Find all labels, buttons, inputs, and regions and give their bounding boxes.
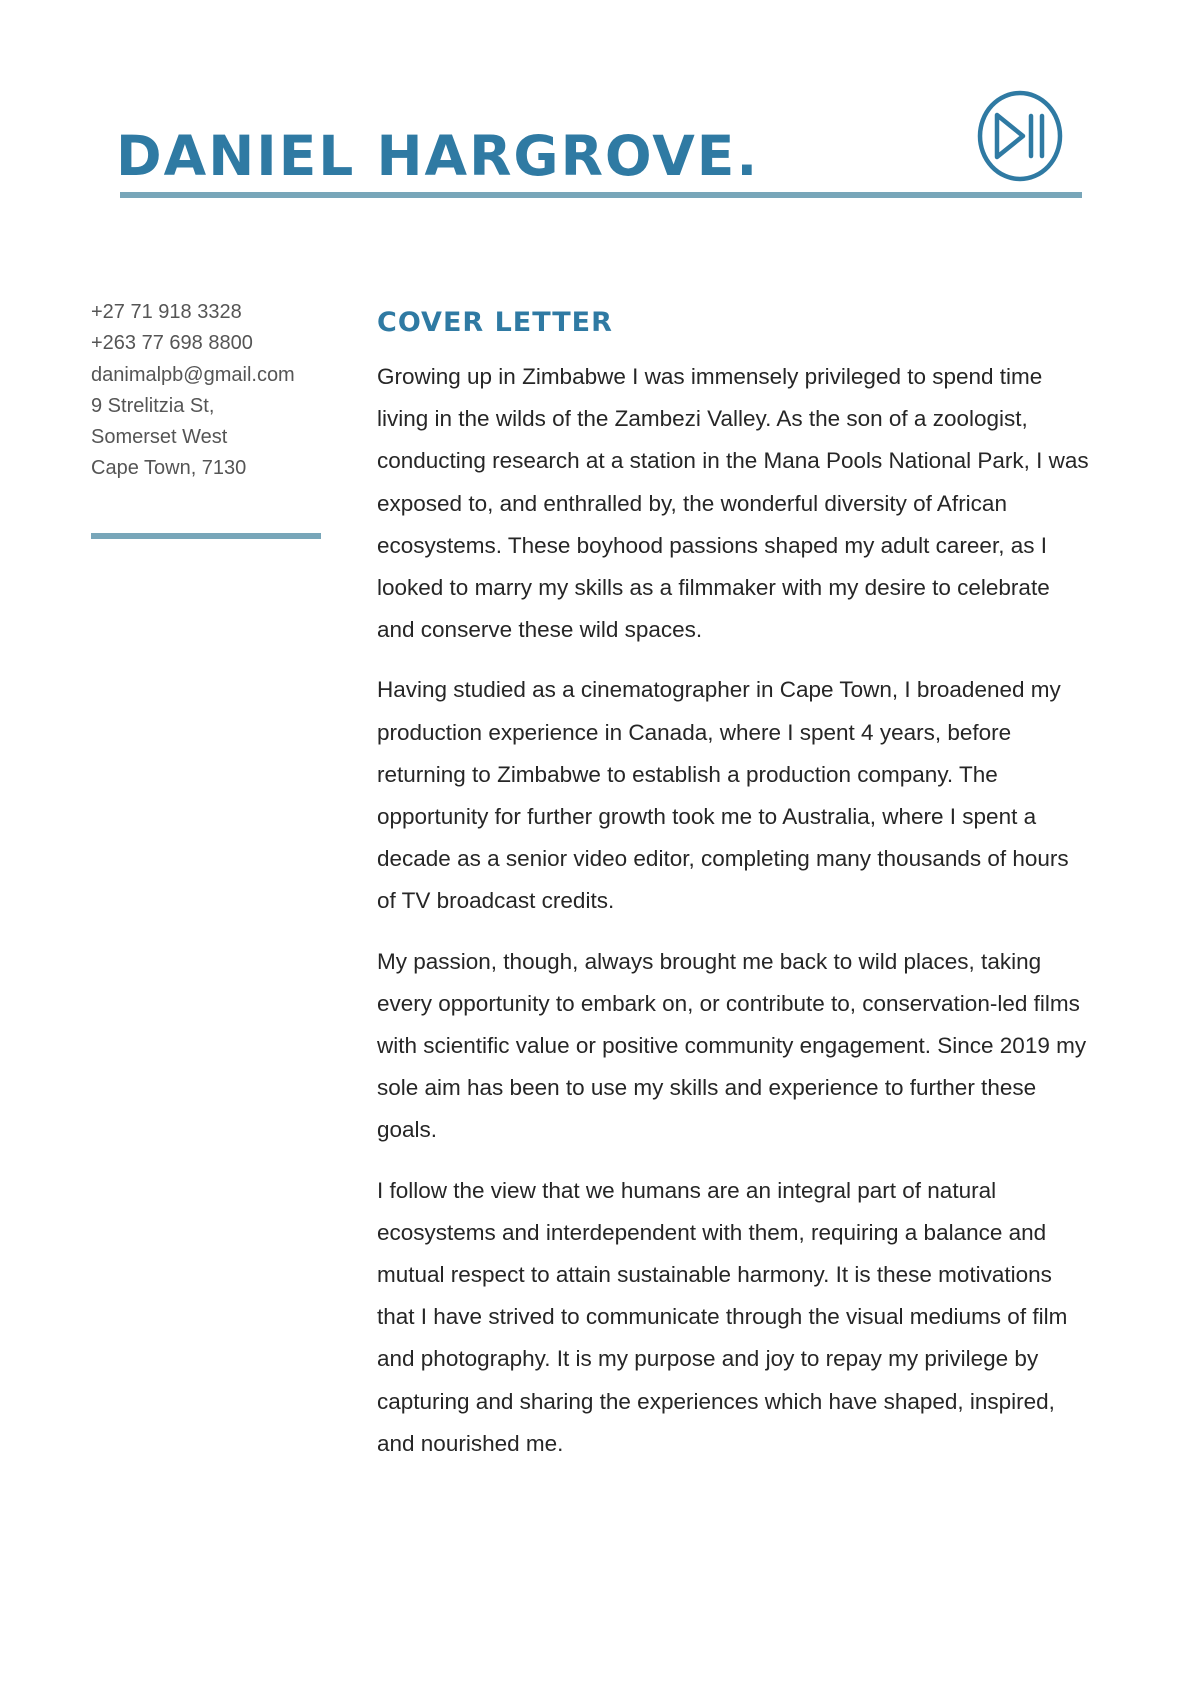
play-pause-icon	[975, 88, 1065, 184]
address-line-3: Cape Town, 7130	[91, 457, 247, 480]
letter-paragraph-3: My passion, though, always brought me back to wild places, taking every opportunity to embark on, or contribute to, conservation-led films with scientific value or positive community engagement. Since 2019 my sole aim has been to use my skills and experience to further these goals.	[377, 948, 1087, 1143]
contact-details	[91, 297, 331, 485]
letter-title: COVER LETTER	[377, 307, 613, 338]
letter-paragraph-1: Growing up in Zimbabwe I was immensely privileged to spend time living in the wilds of the Zambezi Valley. As the son of a zoologist, conducting research at a station in the Mana Pools National Park, I was exposed to, and enthralled by, the wonderful diversity of African ecosystems. These boyhood passions shaped my adult career, as I looked to marry my skills as a filmmaker with my desire to celebrate and conserve these wild spaces.	[377, 364, 1089, 643]
address-line-2: Somerset West	[91, 426, 228, 449]
phone-za: +27 71 918 3328	[91, 301, 242, 323]
applicant-name: DANIEL HARGROVE.	[116, 124, 760, 188]
letter-paragraph-4: I follow the view that we humans are an integral part of natural ecosystems and interdependent with them, requiring a balance and mutual respect to attain sustainable harmony. It is these motivations that I have strived to communicate through the visual mediums of film and photography. It is my purpose and joy to repay my privilege by capturing and sharing the experiences which have shaped, inspired, and nourished me.	[377, 1177, 1068, 1456]
header-divider	[120, 192, 1082, 198]
address-line-1: 9 Strelitzia St,	[91, 394, 215, 417]
sidebar-divider	[91, 533, 321, 539]
email: danimalpb@gmail.com	[91, 363, 295, 386]
letter-paragraph-2: Having studied as a cinematographer in Cape Town, I broadened my production experience in Canada, where I spent 4 years, before returning to Zimbabwe to establish a production company. The opportunity for further growth took me to Australia, where I spent a decade as a senior video editor, completing many thousands of hours of TV broadcast credits.	[377, 677, 1069, 914]
phone-zw: +263 77 698 8800	[91, 332, 253, 355]
cover-letter	[377, 300, 1089, 1483]
